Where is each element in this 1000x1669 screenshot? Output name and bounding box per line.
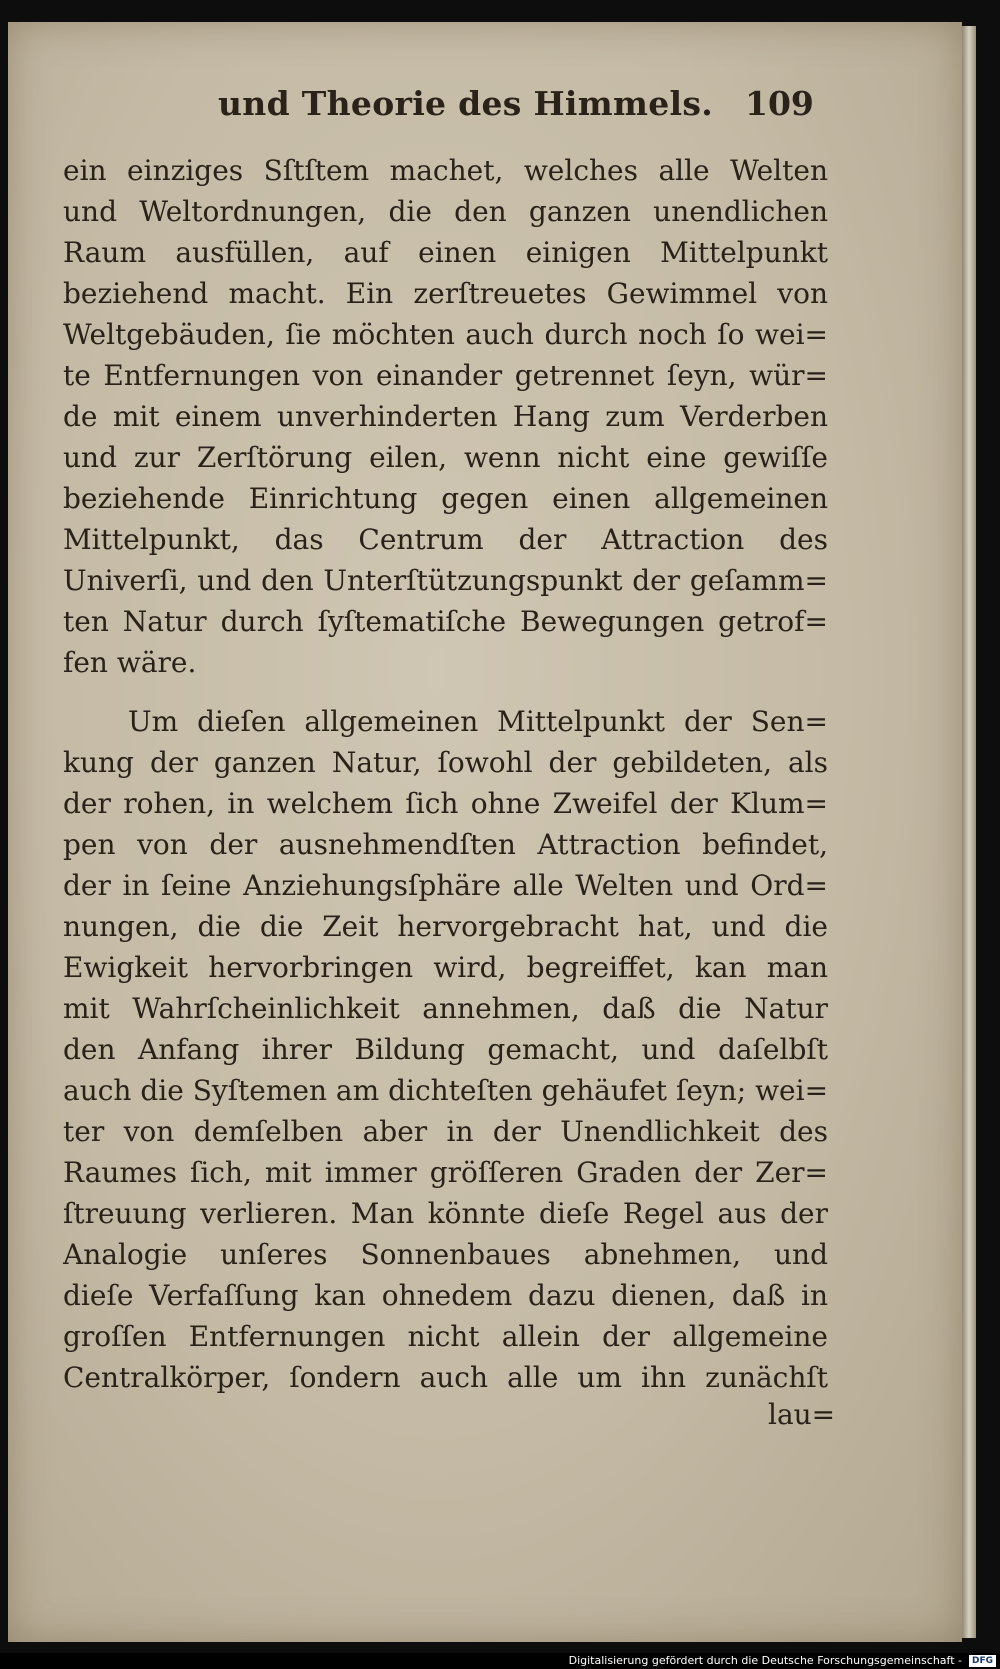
catchword: lau= (768, 1398, 836, 1431)
text-line: ten Natur durch ſyſtematiſche Bewegungen getrof= (63, 605, 828, 638)
page-edge (962, 26, 976, 1638)
paragraph-gap (63, 683, 828, 701)
text-line: und zur Zerſtörung eilen, wenn nicht eine gewiſſe (63, 441, 828, 474)
text-line: mit Wahrſcheinlichkeit annehmen, daß die Natur (63, 992, 828, 1025)
text-line: und Weltordnungen, die den ganzen unendlichen (63, 195, 828, 228)
text-line: pen von der ausnehmendſten Attraction befindet, (63, 828, 828, 861)
text-line: fen wäre. (63, 646, 197, 679)
running-head: und Theorie des Himmels. (218, 84, 713, 123)
text-line: kung der ganzen Natur, ſowohl der gebildeten, als (63, 746, 828, 779)
text-line: de mit einem unverhinderten Hang zum Verderben (63, 400, 828, 433)
text-line: Raum ausfüllen, auf einen einigen Mittelpunkt (63, 236, 828, 269)
text-line: nungen, die die Zeit hervorgebracht hat, und die (63, 910, 828, 943)
text-line: Weltgebäuden, ſie möchten auch durch noch ſo wei= (63, 318, 828, 351)
text-line: Univerſi, und den Unterſtützungspunkt der geſamm= (63, 564, 828, 597)
text-line: ein einziges Sſtſtem machet, welches alle Welten (63, 154, 828, 187)
text-line: ter von demſelben aber in der Unendlichkeit des (63, 1115, 828, 1148)
text-line: Analogie unſeres Sonnenbaues abnehmen, und (63, 1238, 828, 1271)
text-line: Ewigkeit hervorbringen wird, begreiffet, kan man (63, 951, 828, 984)
body-text (63, 150, 828, 1398)
text-line: groſſen Entfernungen nicht allein der allgemeine (63, 1320, 828, 1353)
text-line: Mittelpunkt, das Centrum der Attraction des (63, 523, 828, 556)
text-line: Um dieſen allgemeinen Mittelpunkt der Sen= (128, 705, 828, 738)
text-line: beziehend macht. Ein zerſtreuetes Gewimmel von (63, 277, 828, 310)
text-line: auch die Syſtemen am dichteſten gehäufet ſeyn; wei= (63, 1074, 828, 1107)
text-line: beziehende Einrichtung gegen einen allgemeinen (63, 482, 828, 515)
text-line: Raumes ſich, mit immer gröſſeren Graden der Zer= (63, 1156, 828, 1189)
dfg-logo: DFG (969, 1655, 996, 1667)
text-line: dieſe Verfaſſung kan ohnedem dazu dienen, daß in (63, 1279, 828, 1312)
digitization-credit: Digitalisierung gefördert durch die Deutsche Forschungsgemeinschaft - (568, 1654, 962, 1667)
text-line: der rohen, in welchem ſich ohne Zweifel der Klum= (63, 787, 828, 820)
page-number: 109 (745, 84, 814, 123)
text-line: der in ſeine Anziehungsſphäre alle Welten und Ord= (63, 869, 828, 902)
text-line: ſtreuung verlieren. Man könnte dieſe Regel aus der (63, 1197, 828, 1230)
text-line: te Entfernungen von einander getrennet ſeyn, wür= (63, 359, 828, 392)
book-page (8, 22, 962, 1642)
text-line: Centralkörper, ſondern auch alle um ihn zunächſt (63, 1361, 828, 1394)
text-line: den Anfang ihrer Bildung gemacht, und daſelbſt (63, 1033, 828, 1066)
